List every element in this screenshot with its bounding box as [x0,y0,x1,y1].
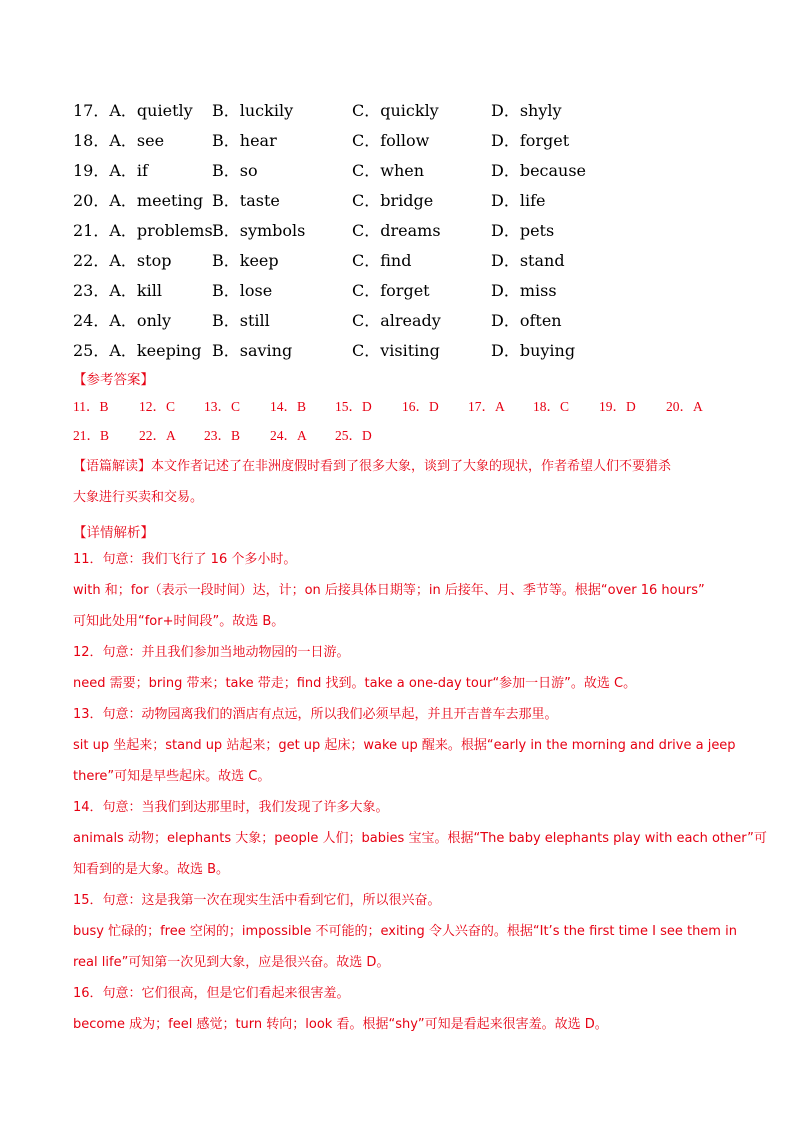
detail-item [73,978,733,1040]
question-number: 24． [73,311,110,330]
answer-item: 20．A [666,399,703,414]
option-b: B．saving [212,341,293,360]
option-d: D．because [491,161,587,180]
answer-item: 13．C [204,399,241,414]
option-b: B．so [212,161,258,180]
answer-item: 18．C [533,399,570,414]
detail-item [73,544,733,637]
question-number: 21． [73,221,110,240]
option-c: C．visiting [352,341,440,360]
detail-item [73,792,767,885]
answer-item: 17．A [468,399,505,414]
answer-item: 14．B [270,399,307,414]
option-row [73,306,733,336]
question-number: 22． [73,251,110,270]
option-row [73,186,733,216]
detail-line: need 需要；bring 带来；take 带走；find 找到。take a one-day tour“参加一日游”。故选 C。 [73,676,637,691]
detail-heading: 【详情解析】 [73,525,154,541]
question-number: 23． [73,281,110,300]
option-a: A．only [109,311,172,330]
question-number: 20． [73,191,110,210]
answer-item: 11．B [73,399,109,414]
detail-line: sit up 坐起来；stand up 站起来；get up 起床；wake up 醒来。根据“early in the morning and drive a jeep [73,738,736,753]
passage-analysis [73,451,733,513]
option-a: A．stop [109,251,172,270]
answer-item: 24．A [270,428,307,443]
option-c: C．find [352,251,412,270]
detail-question: 16．句意：它们很高，但是它们看起来很害羞。 [73,986,350,1001]
detail-question: 14．句意：当我们到达那里时，我们发现了许多大象。 [73,800,389,815]
answer-item: 12．C [139,399,176,414]
detail-line: busy 忙碌的；free 空闲的；impossible 不可能的；exiting 令人兴奋的。根据“It’s the first time I see them in [73,924,737,939]
option-row [73,276,733,306]
answer-item: 25．D [335,428,372,443]
detail-question: 13．句意：动物园离我们的酒店有点远，所以我们必须早起，并且开吉普车去那里。 [73,707,558,722]
option-b: B．symbols [212,221,306,240]
detail-line: animals 动物；elephants 大象；people 人们；babies 宝宝。根据“The baby elephants play with each other”可 [73,831,767,846]
option-row [73,246,733,276]
option-d: D．miss [491,281,557,300]
option-row [73,126,733,156]
option-b: B．luckily [212,101,294,120]
question-number: 18． [73,131,110,150]
passage-analysis-line: 【语篇解读】本文作者记述了在非洲度假时看到了很多大象，谈到了大象的现状，作者希望人们不要猎杀 [73,459,672,474]
question-number: 19． [73,161,110,180]
option-d: D．stand [491,251,565,270]
question-number: 25． [73,341,110,360]
answer-key [73,392,733,450]
detail-line: become 成为；feel 感觉；turn 转向；look 看。根据“shy”可知是看起来很害羞。故选 D。 [73,1017,608,1032]
option-d: D．pets [491,221,555,240]
option-c: C．follow [352,131,430,150]
detail-question: 15．句意：这是我第一次在现实生活中看到它们，所以很兴奋。 [73,893,441,908]
answer-heading: 【参考答案】 [73,372,154,388]
option-d: D．life [491,191,546,210]
detail-line: 可知此处用“for+时间段”。故选 B。 [73,614,285,629]
detail-item [73,699,736,792]
option-a: A．if [109,161,148,180]
option-c: C．forget [352,281,430,300]
option-b: B．hear [212,131,277,150]
option-row [73,96,733,126]
option-d: D．buying [491,341,576,360]
option-c: C．bridge [352,191,434,210]
detail-line: with 和；for（表示一段时间）达，计；on 后接具体日期等；in 后接年、月、季节等。根据“over 16 hours” [73,583,705,598]
answer-row [73,392,733,421]
detail-item [73,637,733,699]
detail-line: there”可知是早些起床。故选 C。 [73,769,271,784]
answer-item: 22．A [139,428,176,443]
option-b: B．taste [212,191,280,210]
passage-analysis-line: 大象进行买卖和交易。 [73,490,204,505]
option-a: A．quietly [109,101,193,120]
options-list [73,96,733,366]
option-d: D．shyly [491,101,562,120]
detail-line: 知看到的是大象。故选 B。 [73,862,230,877]
detail-item [73,885,737,978]
answer-item: 23．B [204,428,241,443]
option-row [73,156,733,186]
option-a: A．meeting [109,191,204,210]
answer-item: 15．D [335,399,372,414]
detail-question: 12．句意：并且我们参加当地动物园的一日游。 [73,645,350,660]
answer-item: 21．B [73,428,110,443]
option-row [73,216,733,246]
option-row [73,336,733,366]
answer-item: 16．D [402,399,439,414]
question-number: 17． [73,101,110,120]
option-c: C．quickly [352,101,439,120]
option-a: A．kill [109,281,162,300]
option-d: D．forget [491,131,570,150]
option-c: C．already [352,311,441,330]
answer-row [73,421,733,450]
option-a: A．keeping [109,341,202,360]
option-c: C．when [352,161,425,180]
option-a: A．see [109,131,165,150]
option-b: B．still [212,311,270,330]
option-c: C．dreams [352,221,441,240]
detail-list [73,544,767,1040]
option-b: B．keep [212,251,279,270]
answer-item: 19．D [599,399,636,414]
detail-line: real life”可知第一次见到大象，应是很兴奋。故选 D。 [73,955,390,970]
option-a: A．problems [109,221,213,240]
option-b: B．lose [212,281,273,300]
option-d: D．often [491,311,562,330]
detail-question: 11．句意：我们飞行了 16 个多小时。 [73,552,297,567]
